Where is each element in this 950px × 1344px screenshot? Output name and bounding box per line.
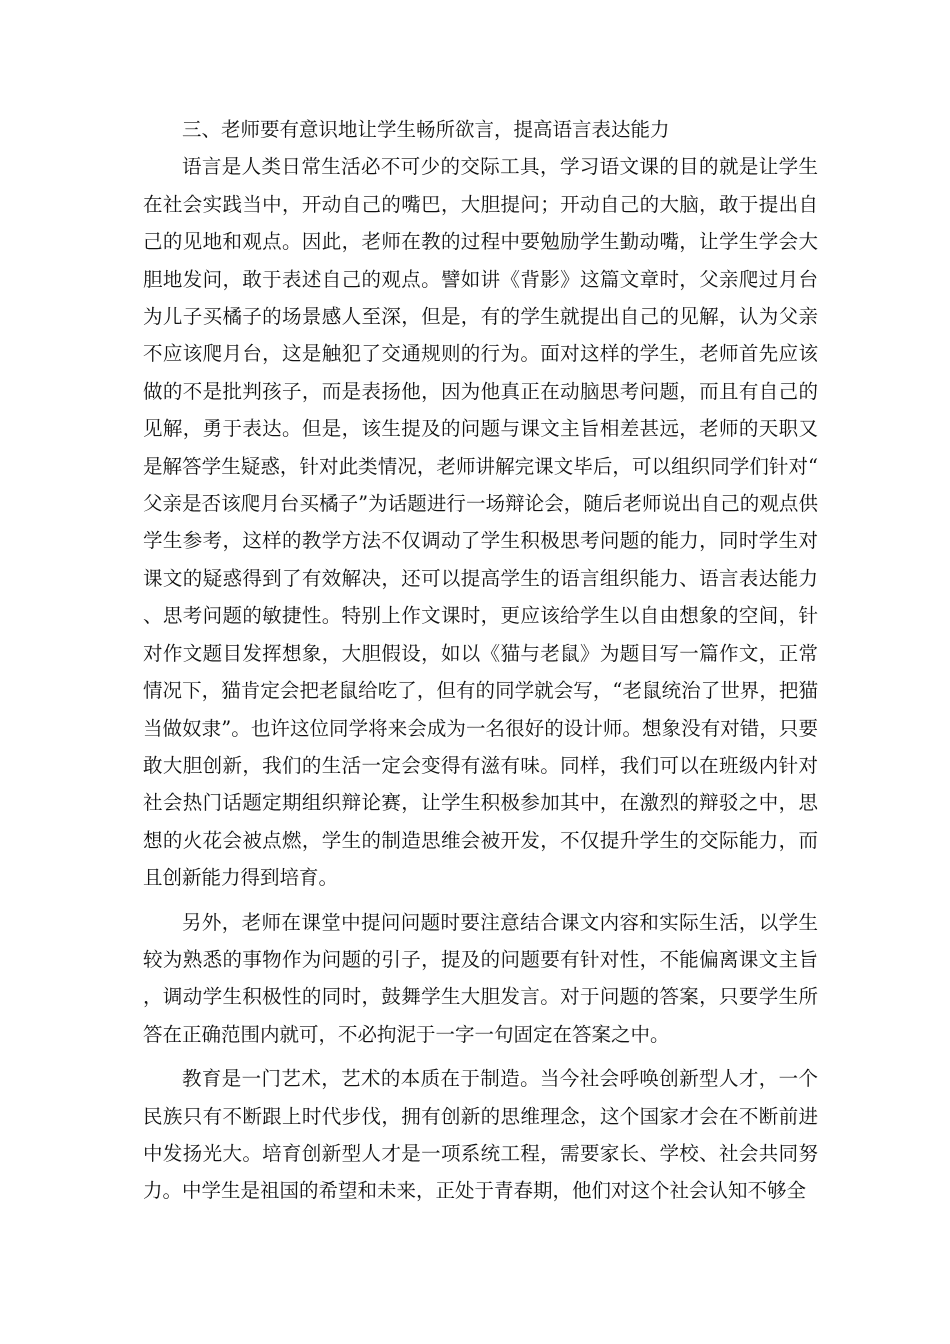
paragraph-2: 另外，老师在课堂中提问问题时要注意结合课文内容和实际生活，以学生较为熟悉的事物作为问题的引子，提及的问题要有针对性，不能偏离课文主旨，调动学生积极性的同时，鼓舞学生大胆发言。对于问题的答案，只要学生所答在正确范围内就可，不必拘泥于一字一句固定在答案之中。 <box>143 910 818 1046</box>
paragraph-1: 语言是人类日常生活必不可少的交际工具，学习语文课的目的就是让学生在社会实践当中，开动自己的嘴巴，大胆提问；开动自己的大脑，敢于提出自己的见地和观点。因此，老师在教的过程中要勉励学生勤动嘴，让学生学会大胆地发问，敢于表述自己的观点。譬如讲《背影》这篇文章时，父亲爬过月台为儿子买橘子的场景感人至深，但是，有的学生就提出自己的见解，认为父亲不应该爬月台，这是触犯了交通规则的行为。面对这样的学生，老师首先应该做的不是批判孩子，而是表扬他，因为他真正在动脑思考问题，而且有自己的见解，勇于表达。但是，该生提及的问题与课文主旨相差甚远，老师的天职又是解答学生疑惑，针对此类情况，老师讲解完课文毕后，可以组织同学们针对“父亲是否该爬月台买橘子”为话题进行一场辩论会，随后老师说出自己的观点供学生参考，这样的教学方法不仅调动了学生积极思考问题的能力，同时学生对课文的疑惑得到了有效解决，还可以提高学生的语言组织能力、语言表达能力、思考问题的敏捷性。特别上作文课时，更应该给学生以自由想象的空间，针对作文题目发挥想象，大胆假设，如以《猫与老鼠》为题目写一篇作文，正常情况下，猫肯定会把老鼠给吃了，但有的同学就会写，“老鼠统治了世界，把猫当做奴隶”。也许这位同学将来会成为一名很好的设计师。想象没有对错，只要敢大胆创新，我们的生活一定会变得有滋有味。同样，我们可以在班级内针对社会热门话题定期组织辩论赛，让学生积极参加其中，在激烈的辩驳之中，思想的火花会被点燃，学生的制造思维会被开发，不仅提升学生的交际能力，而且创新能力得到培育。 <box>143 155 818 890</box>
paragraph-3: 教育是一门艺术，艺术的本质在于制造。当今社会呼唤创新型人才，一个民族只有不断跟上时代步伐，拥有创新的思维理念，这个国家才会在不断前进中发扬光大。培育创新型人才是一项系统工程，需要家长、学校、社会共同努力。中学生是祖国的希望和未来，正处于青春期，他们对这个社会认知不够全 <box>143 1067 818 1203</box>
section-heading: 三、老师要有意识地让学生畅所欲言，提高语言表达能力 <box>182 118 670 141</box>
document-page <box>143 111 818 1210</box>
